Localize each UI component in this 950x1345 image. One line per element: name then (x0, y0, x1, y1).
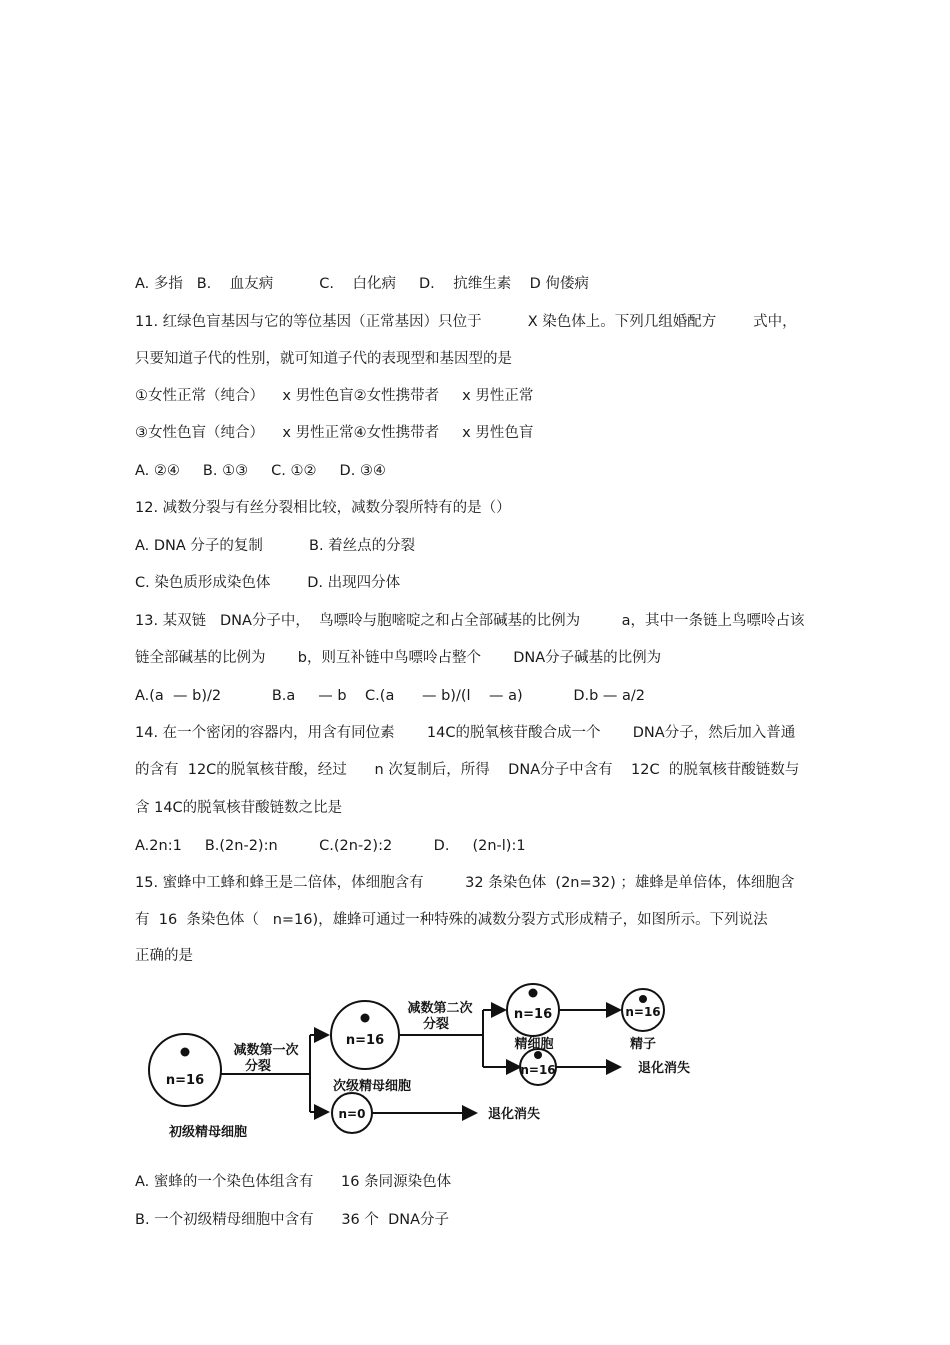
q15-stem-line2: 有 16 条染色体（ n=16)，雄蜂可通过一种特殊的减数分裂方式形成精子，如图所示。下列说法 (135, 912, 768, 928)
q11-choice-row1: ①女性正常（纯合） x 男性色盲②女性携带者 x 男性正常 (135, 388, 534, 404)
degenerate-label-1: 退化消失 (637, 1061, 691, 1076)
degenerate-small-label: n=16 (520, 1063, 556, 1077)
primary-cell (149, 1034, 221, 1106)
q12-options-cd: C. 染色质形成染色体 D. 出现四分体 (135, 575, 401, 591)
secondary-cell-name: 次级精母细胞 (332, 1079, 412, 1094)
q15-stem-line3: 正确的是 (135, 948, 193, 964)
q12-options-ab: A. DNA 分子的复制 B. 着丝点的分裂 (135, 538, 416, 554)
q13-options: A.(a — b)/2 B.a — b C.(a — b)/(l — a) D.b — a/2 (135, 688, 646, 704)
degenerate-label-2: 退化消失 (487, 1107, 541, 1122)
q11-stem-line2: 只要知道子代的性别，就可知道子代的表现型和基因型的是 (135, 351, 512, 367)
primary-cell-name: 初级精母细胞 (168, 1125, 248, 1140)
q14-options: A.2n:1 B.(2n-2):n C.(2n-2):2 D. (2n-l):1 (135, 838, 526, 854)
spermatid-cell-label: n=16 (513, 1007, 553, 1022)
primary-cell-label: n=16 (165, 1073, 205, 1088)
q13-stem-line2: 链全部碱基的比例为 b，则互补链中鸟嘌呤占整个 DNA分子碱基的比例为 (135, 650, 662, 666)
q15-option-a: A. 蜜蜂的一个染色体组含有 16 条同源染色体 (135, 1174, 452, 1190)
q14-stem-line1: 14. 在一个密闭的容器内，用含有同位素 14C的脱氧核苷酸合成一个 DNA分子，然后加入普通 (135, 725, 796, 741)
step2-line1: 减数第二次 (407, 1001, 473, 1016)
secondary-cell-label: n=16 (345, 1033, 385, 1048)
spermatid-name: 精细胞 (514, 1037, 554, 1052)
n0-label: n=0 (338, 1107, 366, 1121)
q15-stem-line1: 15. 蜜蜂中工蜂和蜂王是二倍体，体细胞含有 32 条染色体 (2n=32) ；雄蜂是单倍体，体细胞含 (135, 875, 795, 891)
q12-stem: 12. 减数分裂与有丝分裂相比较，减数分裂所特有的是（） (135, 500, 511, 516)
step2-line2: 分裂 (422, 1017, 450, 1032)
step1-line1: 减数第一次 (233, 1043, 299, 1058)
q15-option-b: B. 一个初级精母细胞中含有 36 个 DNA分子 (135, 1212, 450, 1228)
step1-line2: 分裂 (244, 1059, 272, 1074)
sperm-name: 精子 (629, 1037, 657, 1052)
q11-stem-line1: 11. 红绿色盲基因与它的等位基因（正常基因）只位于 X 染色体上。下列几组婚配方 式中， (135, 314, 797, 330)
sperm-cell-label: n=16 (625, 1005, 661, 1019)
q13-stem-line1: 13. 某双链 DNA分子中， 鸟嘌呤与胞嘧啶之和占全部碱基的比例为 a，其中一条链上鸟嘌呤占该 (135, 613, 805, 629)
q11-options: A. ②④ B. ①③ C. ①② D. ③④ (135, 463, 386, 479)
q10-options: A. 多指 B. 血友病 C. 白化病 D. 抗维生素 D 佝偻病 (135, 276, 589, 292)
q11-choice-row2: ③女性色盲（纯合） x 男性正常④女性携带者 x 男性色盲 (135, 425, 534, 441)
q14-stem-line2: 的含有 12C的脱氧核苷酸，经过 n 次复制后，所得 DNA分子中含有 12C 的脱氧核苷酸链数与 (135, 762, 800, 778)
meiosis-diagram (140, 978, 710, 1146)
q14-stem-line3: 含 14C的脱氧核苷酸链数之比是 (135, 800, 343, 816)
